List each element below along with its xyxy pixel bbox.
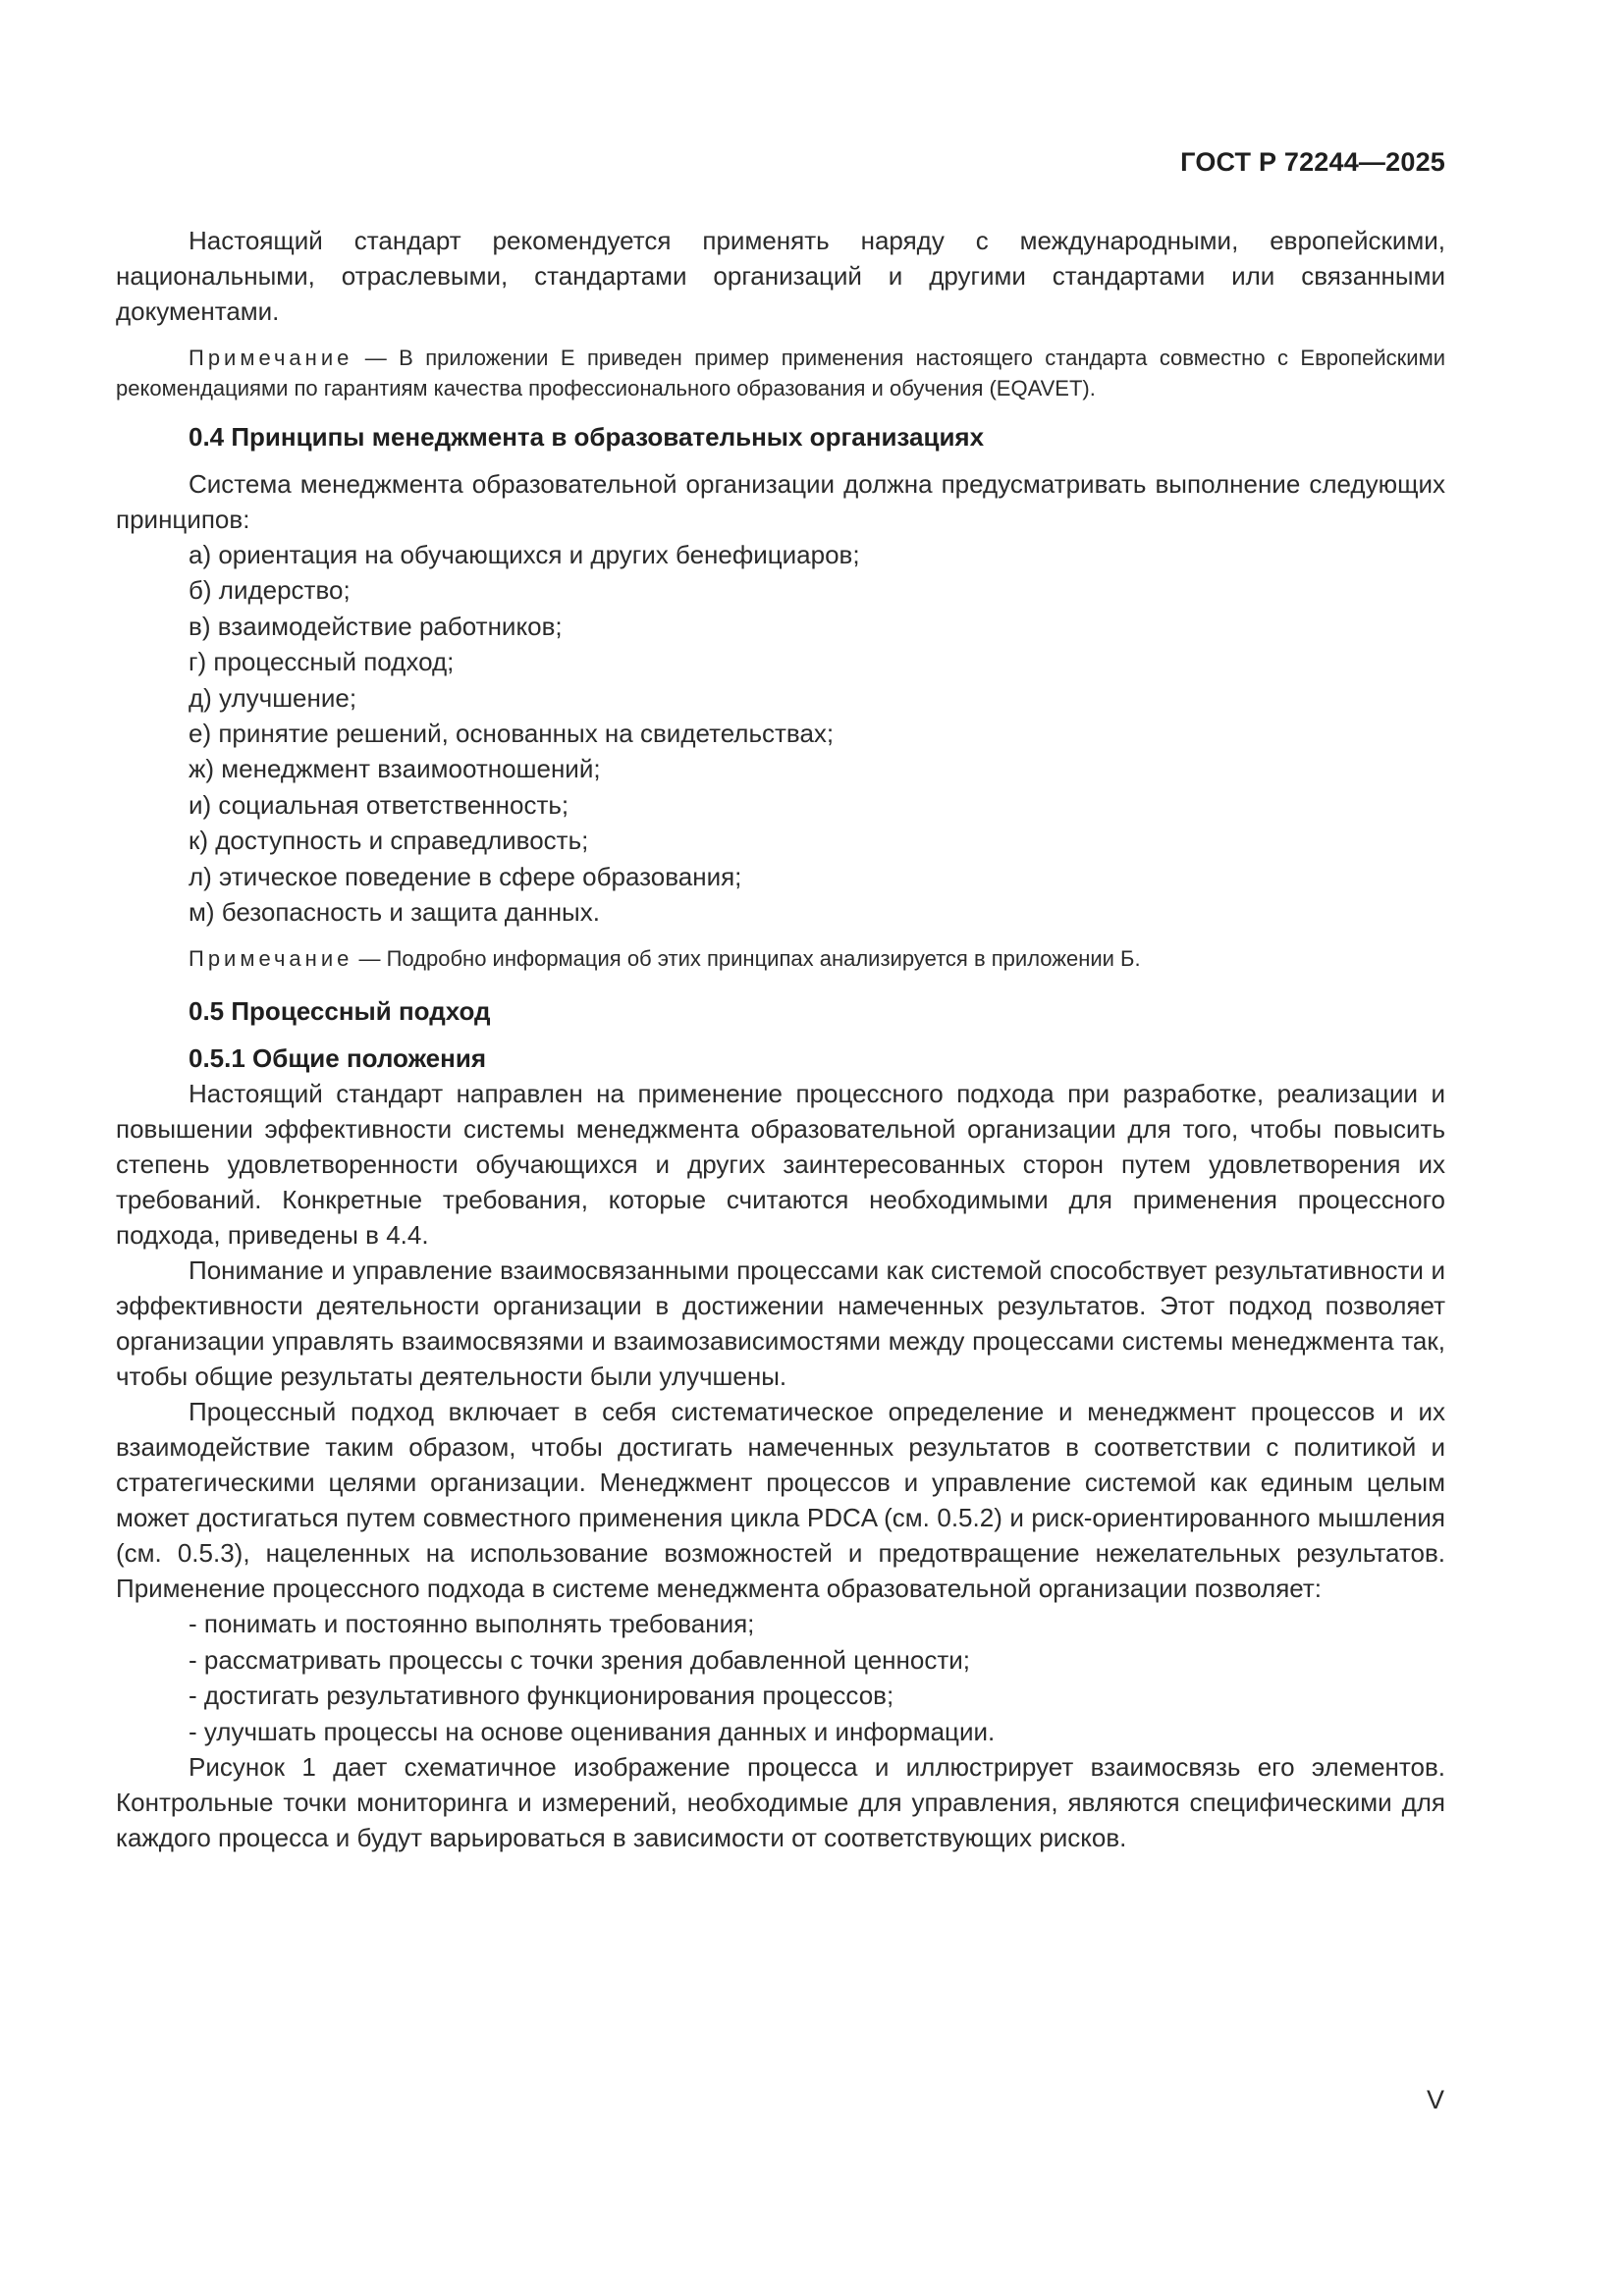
benefits-list — [116, 1606, 1445, 1749]
list-item: - рассматривать процессы с точки зрения добавленной ценности; — [189, 1644, 970, 1675]
principles-intro-paragraph: Система менеджмента образовательной организации должна предусматривать выполнение следующих принципов: — [116, 469, 1445, 534]
section-heading-0-5: 0.5 Процессный подход — [189, 996, 491, 1027]
list-item: и) социальная ответственность; — [189, 789, 569, 820]
process-approach-paragraph-1: Настоящий стандарт направлен на применение процессного подхода при разработке, реализации и повышении эффективности системы менеджмента образовательной организации для того, чтобы повысить степень удовлетворенности обучающихся и других заинтересованных сторон путем удовлетворения их требований. Конкретные требования, которые считаются необходимыми для применения процессного подхода, приведены в 4.4. — [116, 1079, 1445, 1251]
list-item: м) безопасность и защита данных. — [189, 897, 600, 928]
note-text: — Подробно информация об этих принципах анализируется в приложении Б. — [352, 946, 1141, 972]
process-approach-paragraph-3: Процессный подход включает в себя систематическое определение и менеджмент процессов и их взаимодействие таким образом, чтобы достигать намеченных результатов в соответствии с политикой и стратегическими целями организации. Менеджмент процессов и управление системой как единым целым может достигаться путем совместного применения цикла PDCA (см. 0.5.2) и риск-ориентированного мышления (см. 0.5.3), нацеленных на использование возможностей и предотвращение нежелательных результатов. Применение процессного подхода в системе менеджмента образовательной организации позволяет: — [116, 1397, 1445, 1604]
note-label: Примечание — [189, 346, 353, 370]
document-number: ГОСТ Р 72244—2025 — [1180, 147, 1445, 177]
principles-note — [116, 943, 1445, 974]
intro-note — [116, 343, 1445, 403]
page-content — [116, 223, 1445, 1855]
page-number: V — [1426, 2085, 1444, 2114]
list-item: - достигать результативного функционирования процессов; — [189, 1681, 894, 1711]
subsection-heading-0-5-1: 0.5.1 Общие положения — [189, 1043, 486, 1074]
list-item: а) ориентация на обучающихся и других бенефициаров; — [189, 540, 860, 569]
list-item: г) процессный подход; — [189, 647, 455, 677]
principles-list — [116, 537, 1445, 930]
list-item: в) взаимодействие работников; — [189, 611, 563, 641]
section-heading-0-4: 0.4 Принципы менеджмента в образовательных организациях — [189, 422, 985, 452]
list-item: - улучшать процессы на основе оценивания данных и информации. — [189, 1716, 996, 1746]
list-item: - понимать и постоянно выполнять требования; — [189, 1609, 755, 1639]
process-approach-paragraph-4: Рисунок 1 дает схематичное изображение процесса и иллюстрирует взаимосвязь его элементов. Контрольные точки мониторинга и измерений, необходимые для управления, являются специфическими для каждого процесса и будут варьироваться в зависимости от соответствующих рисков. — [116, 1752, 1445, 1853]
list-item: е) принятие решений, основанных на свидетельствах; — [189, 719, 835, 749]
list-item: б) лидерство; — [189, 575, 351, 606]
list-item: к) доступность и справедливость; — [189, 826, 589, 856]
process-approach-paragraph-2: Понимание и управление взаимосвязанными процессами как системой способствует результативности и эффективности деятельности организации в достижении намеченных результатов. Этот подход позволяет организации управлять взаимосвязями и взаимозависимостями между процессами системы менеджмента так, чтобы общие результаты деятельности были улучшены. — [116, 1255, 1445, 1392]
list-item: д) улучшение; — [189, 682, 357, 713]
list-item: ж) менеджмент взаимоотношений; — [189, 754, 601, 784]
list-item: л) этическое поведение в сфере образования; — [189, 861, 742, 891]
intro-paragraph: Настоящий стандарт рекомендуется применять наряду с международными, европейскими, национальными, отраслевыми, стандартами организаций и другими стандартами или связанными документами. — [116, 226, 1445, 326]
note-label: Примечание — [189, 946, 353, 972]
note-text: — В приложении Е приведен пример применения настоящего стандарта совместно с Европейскими рекомендациями по гарантиям качества профессионального образования и обучения (EQAVET). — [116, 346, 1445, 400]
